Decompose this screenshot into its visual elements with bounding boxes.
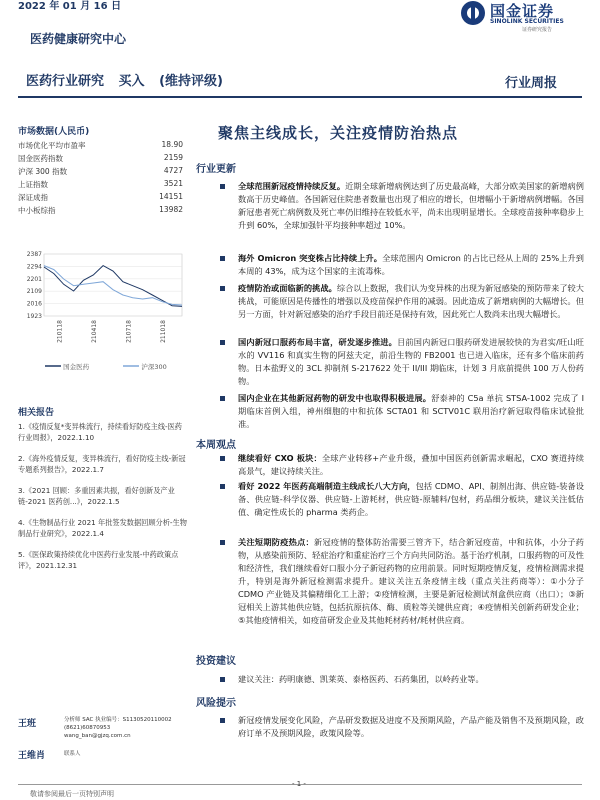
related-report-item[interactable]: 3.《2021 回顾：多重因素共振，看好创新及产业链-2021 医药创...》，2022.1.5: [18, 486, 175, 506]
rating: 买入: [118, 74, 145, 89]
bullet-icon: [220, 256, 225, 261]
rating-note: (维持评级): [159, 74, 223, 89]
y-tick-label: 2016: [26, 300, 42, 308]
article-title: 聚焦主线成长，关注疫情防治热点: [218, 124, 459, 142]
related-report-item[interactable]: 4.《生物制品行业 2021 年批签发数据回顾分析-生物制品行业研究》，2022.1.4: [18, 518, 187, 538]
paragraph: 新冠疫情发展变化风险，产品研发数据及进度不及预期风险，产品产能及销售不及预期风险，政府订单不及预期风险，政策风险等。: [238, 715, 584, 738]
bullet-icon: [220, 718, 225, 723]
bullet-icon: [220, 540, 225, 545]
section-heading: 行业更新: [196, 164, 236, 175]
report-category: 行业周报: [505, 76, 558, 91]
footer-disclaimer: 敬请参阅最后一页特别声明: [30, 790, 114, 798]
legend-series-1: 国金医药: [63, 363, 90, 371]
x-tick-label: 210118: [56, 320, 64, 343]
bullet-icon: [220, 396, 225, 401]
research-center: 医药健康研究中心: [30, 32, 127, 46]
paragraph: 海外 Omicron 突变株占比持续上升。全球范围内 Omicron 的占比已经从上周的 25%上升到本周的 43%，成为这个国家的主流毒株。: [238, 253, 584, 276]
y-tick-label: 2201: [26, 275, 42, 283]
analyst-info-2: 联系人: [64, 751, 81, 757]
y-tick-label: 2109: [26, 288, 42, 296]
page-number: - 1 -: [292, 780, 306, 788]
report-type: 医药行业研究: [26, 74, 105, 89]
y-tick-label: 1923: [26, 313, 42, 320]
brand-subtitle: 证券研究报告: [522, 27, 553, 33]
paragraph: 继续看好 CXO 板块：全球产业转移+产业升级，叠加中国医药创新需求崛起，CXO 赛道持续高景气，建议持续关注。: [238, 453, 584, 476]
bullet-icon: [220, 484, 225, 489]
paragraph: 全球范围新冠疫情持续反复。近期全球新增病例达到了历史最高峰，大部分欧美国家的新增病例数高于历史峰值。各国新冠住院患者数量也出现了相应的增长，但增幅小于新增病例增幅。各国新冠患者死亡病例数及死亡率仍旧维持在较低水平，尚未出现明显增长。全球疫苗接种率稳步上升到 60%，全球加强针平均接种率超过 10%。: [238, 181, 584, 230]
brand-name: 国金证券: [490, 2, 555, 20]
index-chart: [20, 250, 188, 355]
paragraph: 国内新冠口服药布局丰富，研发逐步推进。目前国内新冠口服药研发进展较快的为君实/旺山旺水的 VV116 和真实生物的阿兹夫定，前沿生物的 FB2001 也已进入临床，还有多个临床前药物。日本盐野义的 3CL 抑制剂 S-217622 处于 II/III 期临床，计划 3 月底前提供 100 万人份药物。: [238, 337, 584, 386]
x-tick-label: 210418: [90, 320, 98, 343]
section-heading: 投资建议: [196, 656, 236, 667]
chart-legend: [45, 362, 167, 371]
report-date: 2022 年 01 月 16 日: [18, 1, 122, 12]
x-tick-label: 211018: [159, 320, 167, 343]
market-row: 深证成指 14151: [18, 192, 183, 202]
y-tick-label: 2294: [26, 263, 42, 271]
paragraph: 疫情防治或面临新的挑战。综合以上数据，我们认为变异株的出现为新冠感染的预防带来了较大挑战，可能原因是传播性的增强以及疫苗保护作用的减弱。因此造成了新增病例的大幅增长。但另一方面，针对新冠感染的治疗手段目前还是保持有效，因此死亡人数尚未出现大幅增长。: [238, 283, 584, 319]
market-row: 中小板综指 13982: [18, 205, 183, 215]
bullet-icon: [220, 340, 225, 345]
analyst-name-2: 王维肖: [18, 751, 46, 761]
market-row: 上证指数 3521: [18, 179, 183, 189]
paragraph: 建议关注：药明康德、凯莱英、泰格医药、石药集团，以岭药业等。: [238, 674, 484, 684]
report-header: [26, 70, 233, 89]
bullet-icon: [220, 677, 225, 682]
related-reports-title: 相关报告: [18, 408, 55, 418]
market-row: 市场优化平均市盈率 18.90: [18, 140, 183, 150]
market-row: 国金医药指数 2159: [18, 153, 183, 163]
bullet-icon: [220, 286, 225, 291]
paragraph: 看好 2022 年医药高端制造主线成长八大方向，包括 CDMO、API、制剂出海、供应链-装备设备、供应链-科学仪器、供应链-上游耗材，供应链-原辅料/包材，药品细分板块，建议关注低估值、确定性成长的 pharma 类药企。: [238, 481, 584, 517]
analyst-info: 分析师 SAC 执业编号：S1130520110002 (8621)60870953 wang_ban@gjzq.com.cn: [64, 717, 172, 739]
section-heading: 本周观点: [196, 440, 236, 451]
bullet-icon: [220, 456, 225, 461]
related-report-item[interactable]: 1.《疫情反复*变异株流行，持续看好防疫主线-医药行业周报》，2022.1.10: [18, 422, 182, 442]
brand-name-en: SINOLINK SECURITIES: [490, 18, 564, 25]
paragraph: 国内企业在其他新冠药物的研发中也取得积极进展。舒泰神的 C5a 单抗 STSA-1002 完成了 I 期临床首例入组，神州细胞的中和抗体 SCTA01 和 SCTV01C 联用治疗新冠取得临床试验批准。: [238, 393, 584, 429]
analyst-name: 王班: [18, 719, 37, 729]
series-line: [44, 266, 182, 307]
brand-logo-icon: [460, 0, 486, 26]
brand-logo: [460, 0, 590, 34]
y-tick-label: 2387: [26, 251, 42, 258]
related-report-item[interactable]: 5.《医保政策持续优化中医药行业发展-中药政策点评》，2021.12.31: [18, 550, 179, 570]
paragraph: 关注短期防疫热点：新冠疫情的整体防治需要三管齐下，结合新冠疫苗，中和抗体，小分子药物，从感染前预防、轻症治疗和重症治疗三个方向共同防治。基于治疗机制，口服药物的可及性和经济性，我们继续看好口服小分子新冠药物的应用前景。同时短期疫情反复，疫情检测需求提升，特别是海外新冠检测需求提升。建议关注五条疫情主线（重点关注药商等）：①小分子 CDMO 产业链及其偏精细化工上游；②疫情检测，主要是新冠检测试剂盒供应商（出口）；③新冠相关上游其他供应链，包括抗原抗体、酶、质粒等关键供应商；④疫情相关创新药研发企业；⑤其他疫情相关，如疫苗研发企业及其他耗材药材/耗材供应商。: [238, 537, 584, 625]
x-tick-label: 210718: [125, 320, 133, 343]
market-data-panel: [18, 124, 188, 215]
market-data-title: 市场数据(人民币): [18, 127, 90, 137]
analyst-email[interactable]: wang_ban@gjzq.com.cn: [64, 733, 131, 739]
related-report-item[interactable]: 2.《海外疫情反复，变异株流行，看好防疫主线-新冠专题系列报告》，2022.1.7: [18, 454, 186, 474]
bullet-icon: [220, 184, 225, 189]
market-row: 沪深 300 指数 4727: [18, 166, 183, 176]
header-divider: [18, 96, 582, 98]
section-heading: 风险提示: [196, 698, 236, 709]
legend-series-2: 沪深300: [141, 363, 167, 371]
legend-line-icon: [45, 363, 61, 369]
legend-line-icon: [123, 363, 139, 369]
